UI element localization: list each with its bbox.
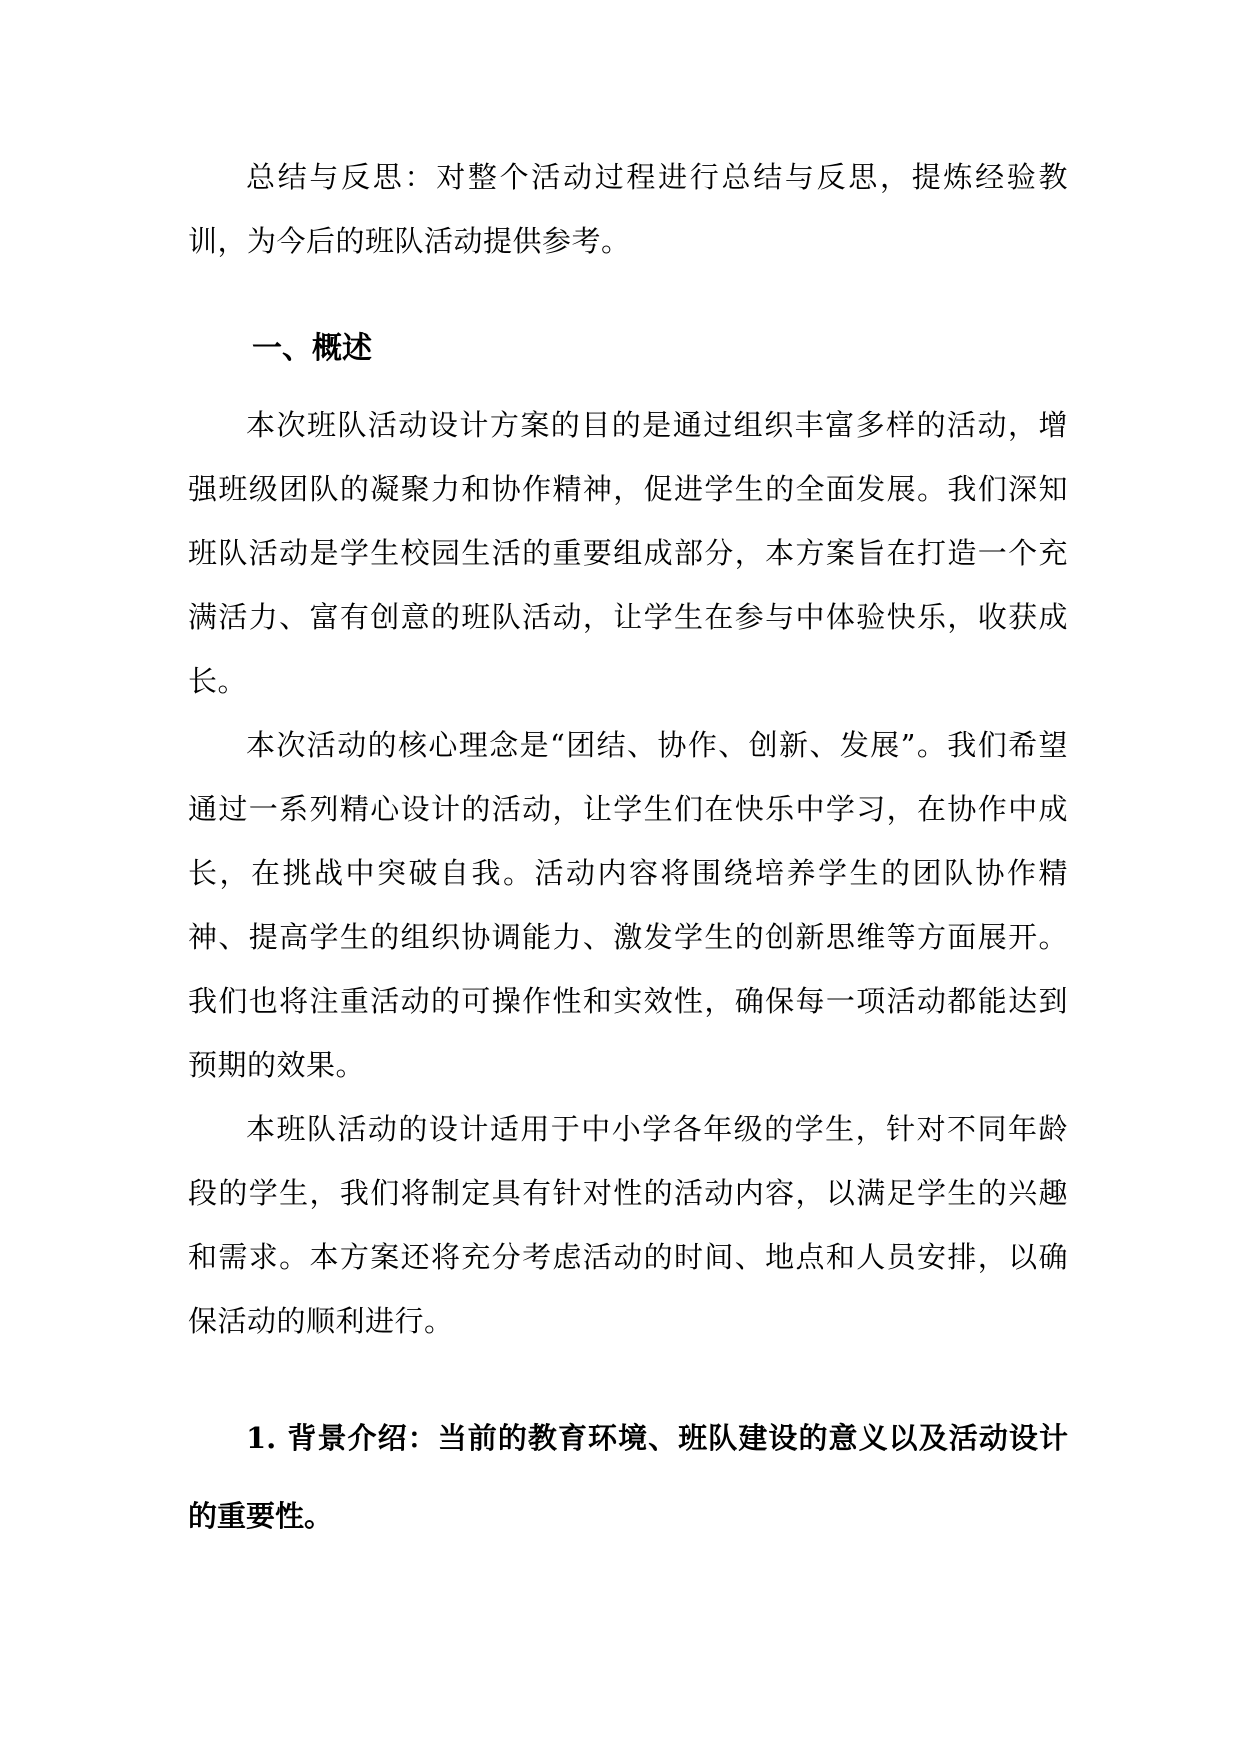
body-paragraph-2: 本次活动的核心理念是“团结、协作、创新、发展”。我们希望通过一系列精心设计的活动，让学生们在快乐中学习，在协作中成长，在挑战中突破自我。活动内容将围绕培养学生的团队协作精神、提高学生的组织协调能力、激发学生的创新思维等方面展开。我们也将注重活动的可操作性和实效性，确保每一项活动都能达到预期的效果。	[188, 728, 1068, 1082]
section-heading: 一、概述	[252, 331, 372, 366]
body-paragraph-3: 本班队活动的设计适用于中小学各年级的学生，针对不同年龄段的学生，我们将制定具有针对性的活动内容，以满足学生的兴趣和需求。本方案还将充分考虑活动的时间、地点和人员安排，以确保活动的顺利进行。	[188, 1112, 1068, 1338]
subsection-heading: 1. 背景介绍：当前的教育环境、班队建设的意义以及活动设计的重要性。	[188, 1421, 1068, 1533]
summary-paragraph: 总结与反思：对整个活动过程进行总结与反思，提炼经验教训，为今后的班队活动提供参考。	[188, 160, 1068, 258]
body-paragraph-1: 本次班队活动设计方案的目的是通过组织丰富多样的活动，增强班级团队的凝聚力和协作精神，促进学生的全面发展。我们深知班队活动是学生校园生活的重要组成部分，本方案旨在打造一个充满活力、富有创意的班队活动，让学生在参与中体验快乐，收获成长。	[188, 408, 1068, 698]
document-body	[188, 145, 1068, 1555]
spacer	[188, 1353, 1068, 1399]
spacer	[188, 273, 1068, 319]
